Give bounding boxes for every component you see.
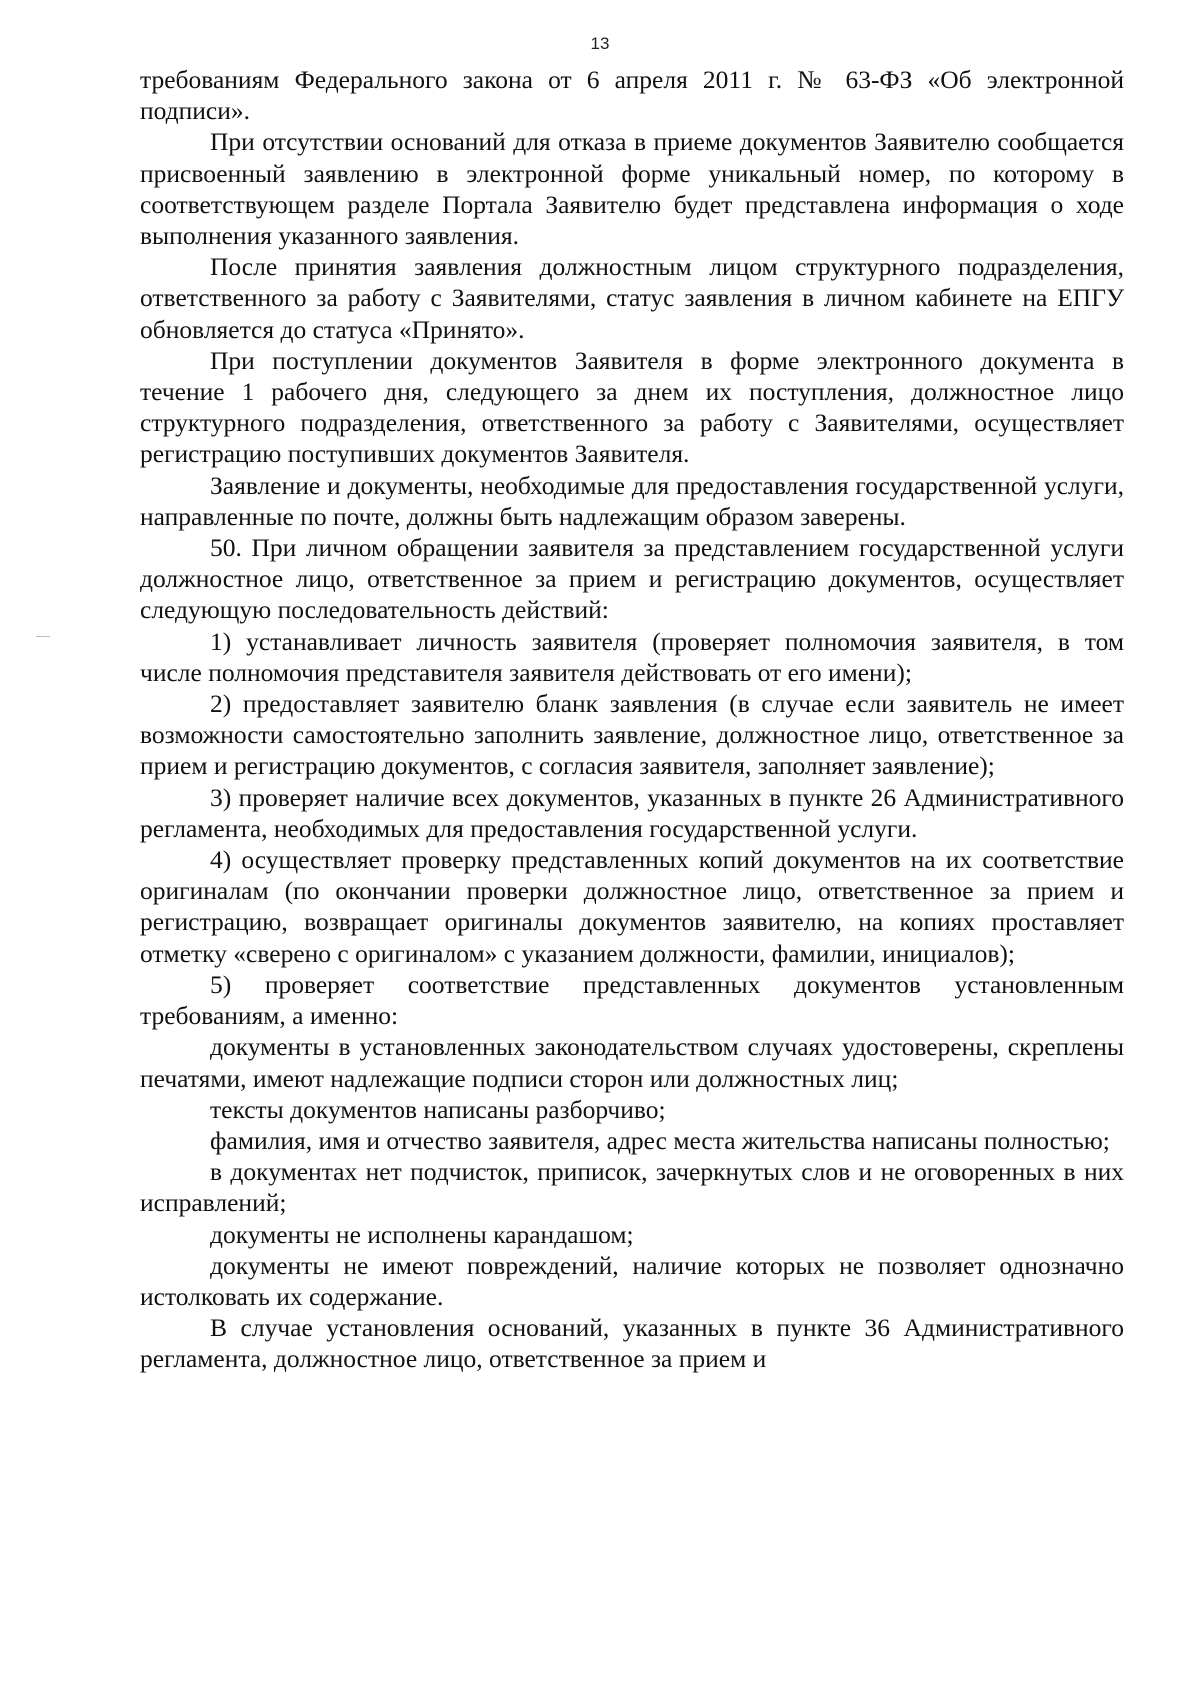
scan-artifact-mark	[36, 636, 50, 637]
document-body	[140, 64, 1124, 1375]
requirement-item: в документах нет подчисток, приписок, зачеркнутых слов и не оговоренных в них исправлений;	[140, 1157, 1124, 1218]
list-item: 5) проверяет соответствие представленных документов установленным требованиям, а именно:	[140, 969, 1124, 1031]
list-item: 1) устанавливает личность заявителя (проверяет полномочия заявителя, в том числе полномочия представителя заявителя действовать от его имени);	[140, 626, 1124, 687]
paragraph: При поступлении документов Заявителя в форме электронного документа в течение 1 рабочего дня, следующего за днем их поступления, должностное лицо структурного подразделения, ответственного за работу с Заявителями, осуществляет регистрацию поступивших документов Заявителя.	[140, 345, 1124, 469]
page-number: 13	[590, 34, 610, 53]
paragraph: При отсутствии оснований для отказа в приеме документов Заявителю сообщается присвоенный заявлению в электронной форме уникальный номер, по которому в соответствующем разделе Портала Заявителю будет представлена информация о ходе выполнения указанного заявления.	[140, 127, 1124, 251]
paragraph: После принятия заявления должностным лицом структурного подразделения, ответственного за работу с Заявителями, статус заявления в личном кабинете на ЕПГУ обновляется до статуса «Принято».	[140, 252, 1124, 344]
list-item: 4) осуществляет проверку представленных копий документов на их соответствие оригиналам (по окончании проверки должностное лицо, ответственное за прием и регистрацию, возвращает оригиналы документов заявителю, на копиях проставляет отметку «сверено с оригиналом» с указанием должности, фамилии, инициалов);	[140, 845, 1124, 968]
requirement-item: документы не исполнены карандашом;	[210, 1219, 634, 1249]
list-item: 3) проверяет наличие всех документов, указанных в пункте 26 Административного регламента, необходимых для предоставления государственной услуги.	[140, 782, 1124, 843]
paragraph: требованиям Федерального закона от 6 апреля 2011 г. № 63-ФЗ «Об электронной подписи».	[140, 65, 1124, 126]
requirement-item: фамилия, имя и отчество заявителя, адрес места жительства написаны полностью;	[210, 1125, 1110, 1155]
paragraph: В случае установления оснований, указанных в пункте 36 Административного регламента, должностное лицо, ответственное за прием и	[140, 1313, 1124, 1374]
paragraph: Заявление и документы, необходимые для предоставления государственной услуги, направленные по почте, должны быть надлежащим образом заверены.	[140, 470, 1124, 531]
requirement-item: тексты документов написаны разборчиво;	[210, 1094, 666, 1124]
paragraph: 50. При личном обращении заявителя за представлением государственной услуги должностное лицо, ответственное за прием и регистрацию документов, осуществляет следующую последовательность действий:	[140, 533, 1124, 625]
requirement-item: документы не имеют повреждений, наличие которых не позволяет однозначно истолковать их содержание.	[140, 1250, 1124, 1311]
requirement-item: документы в установленных законодательством случаях удостоверены, скреплены печатями, имеют надлежащие подписи сторон или должностных лиц;	[140, 1032, 1124, 1093]
list-item: 2) предоставляет заявителю бланк заявления (в случае если заявитель не имеет возможности самостоятельно заполнить заявление, должностное лицо, ответственное за прием и регистрацию документов, с согласия заявителя, заполняет заявление);	[140, 689, 1124, 781]
